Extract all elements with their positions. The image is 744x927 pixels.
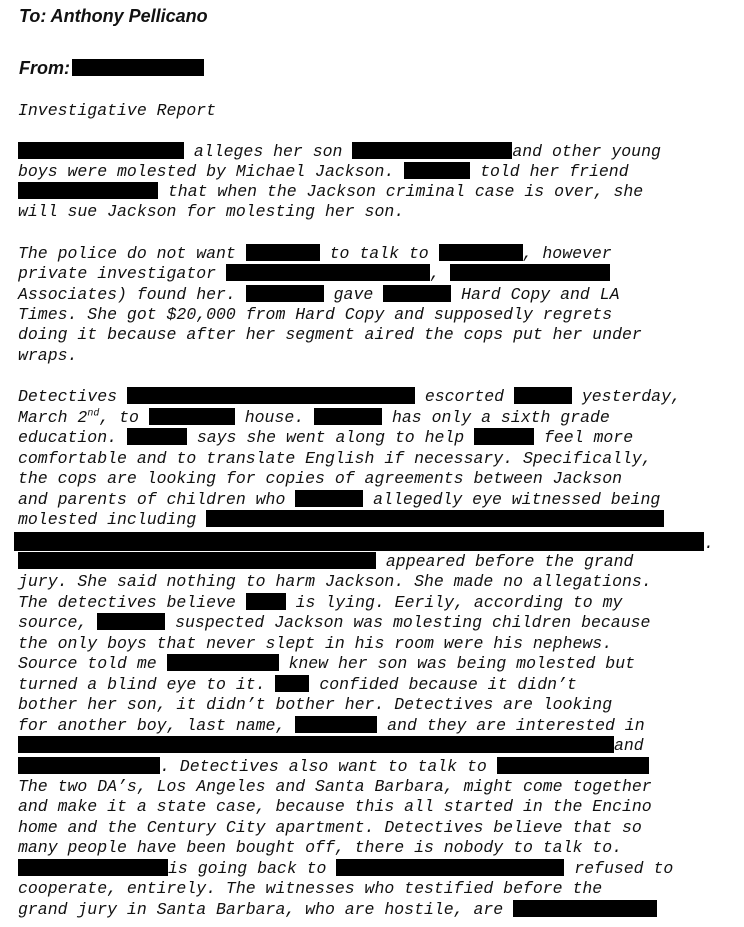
redaction [18,552,376,569]
text-span: Detectives [18,387,118,406]
redaction [513,900,657,917]
redaction [127,387,415,404]
text-span: , however [522,244,612,263]
text-line [18,285,730,305]
text-line [18,613,730,633]
redaction [314,408,382,425]
text-span: turned a blind eye to it. [18,675,266,694]
redaction [97,613,165,630]
text-line: and make it a state case, because this all started in the Encino [18,797,652,816]
text-span: confided because it didn’t [319,675,577,694]
text-line [18,716,730,736]
text-line [18,552,730,572]
text-span: , [429,264,440,283]
text-line: the cops are looking for copies of agreements between Jackson [18,469,622,488]
redaction [336,859,564,876]
redaction [275,675,309,692]
text-line: many people have been bought off, there is nobody to talk to. [18,838,622,857]
text-span: private investigator [18,264,217,283]
redaction [226,264,430,281]
text-span: house. [244,408,305,427]
text-line [18,757,730,777]
text-span: , to [99,408,139,427]
text-line [18,142,730,162]
redaction [514,387,572,404]
text-span: and other young [512,142,661,161]
redaction [149,408,235,425]
text-span: allegedly eye witnessed being [373,490,661,509]
from-label: From: [19,58,70,78]
redaction [72,59,204,76]
text-line: will sue Jackson for molesting her son. [18,202,405,221]
redaction [352,142,512,159]
text-span: The police do not want [18,244,236,263]
text-line: doing it because after her segment aired the cops put her under [18,325,642,344]
text-span: Hard Copy and LA [461,285,620,304]
text-line [18,182,730,202]
text-span: boys were molested by Michael Jackson. [18,162,395,181]
redaction [246,244,320,261]
text-span: for another boy, last name, [18,716,286,735]
text-span: that when the Jackson criminal case is over, she [167,182,644,201]
text-span: and they are interested in [387,716,645,735]
redaction [383,285,451,302]
text-line [14,532,726,554]
text-line [18,900,730,920]
text-span: knew her son was being molested but [288,654,635,673]
text-line [18,428,730,448]
text-span: says she went along to help [196,428,465,447]
redaction [206,510,664,527]
redaction [18,757,160,774]
redaction [450,264,610,281]
text-span: appeared before the grand [385,552,634,571]
redaction [404,162,470,179]
text-span: feel more [544,428,634,447]
text-line [18,244,730,264]
text-line [18,387,730,407]
text-line [18,510,730,530]
redaction [18,182,158,199]
text-span: suspected Jackson was molesting children because [175,613,651,632]
superscript: nd [87,408,100,420]
text-line [18,408,730,428]
redaction [295,490,363,507]
text-span: education. [18,428,118,447]
text-span: . [704,534,714,553]
redaction [14,532,704,551]
text-span: told her friend [480,162,629,181]
text-line: wraps. [18,346,78,365]
text-line [18,490,730,510]
redaction [497,757,649,774]
text-span: is going back to [168,859,327,878]
redaction [246,593,286,610]
from-line [19,58,204,79]
text-span: alleges her son [193,142,343,161]
redaction [167,654,279,671]
redaction [18,736,614,753]
redaction [474,428,534,445]
text-line [18,593,730,613]
redaction [246,285,324,302]
text-span: and parents of children who [18,490,286,509]
redaction [295,716,377,733]
text-line: jury. She said nothing to harm Jackson. She made no allegations. [18,572,652,591]
text-span: is lying. Eerily, according to my [295,593,623,612]
text-span: molested including [18,510,197,529]
text-line: cooperate, entirely. The witnesses who testified before the [18,879,603,898]
text-line [18,859,730,879]
text-span: and [614,736,644,755]
text-span: escorted [424,387,505,406]
text-line: bother her son, it didn’t bother her. Detectives are looking [18,695,613,714]
text-span: Associates) found her. [18,285,236,304]
text-line [18,162,730,182]
text-span: yesterday, [581,387,681,406]
redaction [439,244,523,261]
text-span: . Detectives also want to talk to [160,757,487,776]
text-line: Times. She got $20,000 from Hard Copy and supposedly regrets [18,305,613,324]
text-span: The detectives believe [18,593,236,612]
text-line [18,654,730,674]
text-line [18,264,730,284]
text-line [18,736,730,756]
text-span: refused to [574,859,674,878]
text-span: gave [333,285,374,304]
text-line [18,675,730,695]
redaction [18,142,184,159]
text-span: Source told me [18,654,157,673]
text-line: the only boys that never slept in his room were his nephews. [18,634,613,653]
text-line: The two DA’s, Los Angeles and Santa Barbara, might come together [18,777,652,796]
text-line: home and the Century City apartment. Detectives believe that so [18,818,642,837]
report-title: Investigative Report [18,101,217,120]
to-line: To: Anthony Pellicano [19,6,208,26]
redaction [127,428,187,445]
text-span: has only a sixth grade [391,408,610,427]
text-line: comfortable and to translate English if necessary. Specifically, [18,449,652,468]
text-span: source, [18,613,88,632]
text-span: to talk to [329,244,429,263]
redaction [18,859,168,876]
text-span: March 2 [18,408,88,427]
text-span: grand jury in Santa Barbara, who are hostile, are [18,900,504,919]
